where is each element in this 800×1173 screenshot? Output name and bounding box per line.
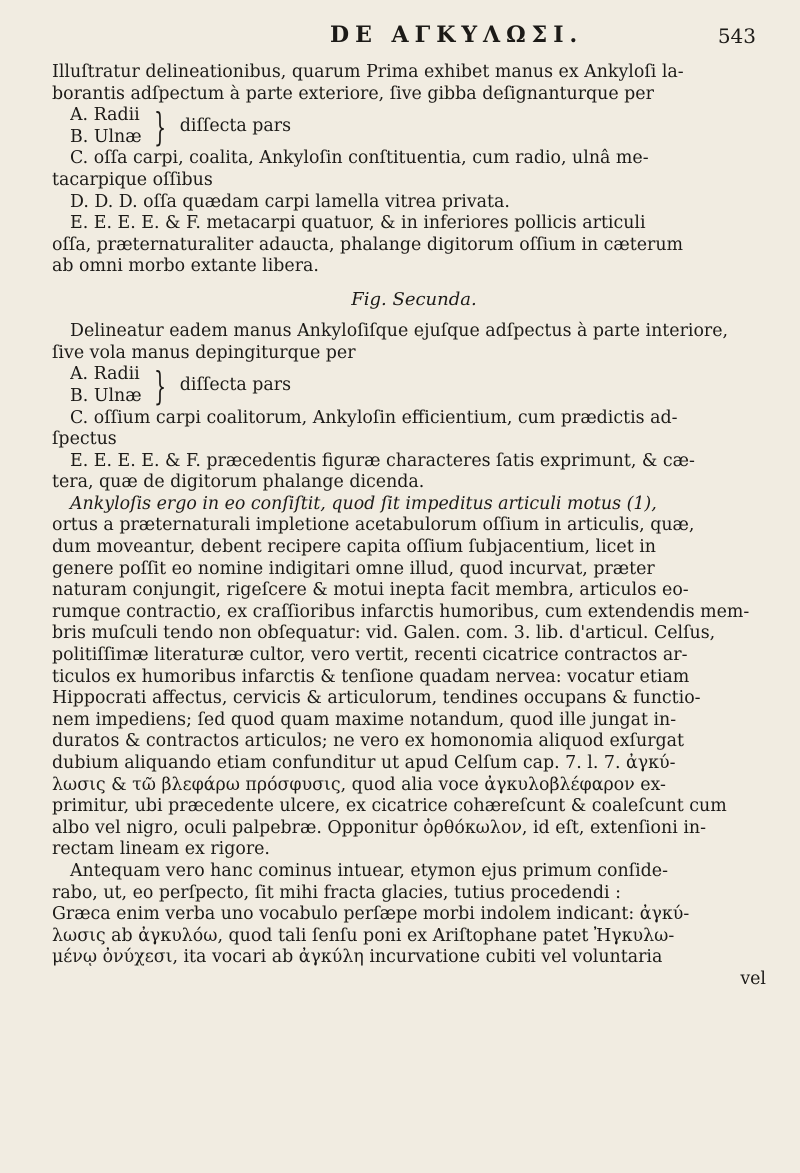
body-text <box>52 62 776 991</box>
text-line: Græca enim verba uno vocabulo perſæpe morbi indolem indicant: ἀγκύ- <box>52 904 690 925</box>
text-line: ſpectus <box>52 429 117 450</box>
text-line: λωσις ab ἀγκυλόω, quod tali ſenſu poni ex Ariſtophane patet Ἠγκυλω- <box>52 925 675 946</box>
text-line: rumque contractio, ex craſſioribus infarctis humoribus, cum extendendis mem- <box>52 601 750 622</box>
text-line: oſſa, præternaturaliter adaucta, phalange digitorum oſſium in cæterum <box>52 234 684 255</box>
text-line: tera, quæ de digitorum phalange dicenda. <box>52 472 425 493</box>
text-line: genere poſſit eo nomine indigitari omne illud, quod incurvat, præter <box>52 558 655 579</box>
catchword: vel <box>740 968 766 989</box>
text-line: Antequam vero hanc cominus intuear, etymon ejus primum conſide- <box>70 860 668 881</box>
text-line: Hippocrati affectus, cervicis & articulorum, tendines occupans & functio- <box>52 688 701 709</box>
text-line: bris muſculi tendo non obſequatur: vid. Galen. com. 3. lib. d'articul. Celſus, <box>52 623 716 644</box>
text-line: ſive vola manus depingiturque per <box>52 342 356 363</box>
text-line: tacarpique oſſibus <box>52 169 213 190</box>
text-line: albo vel nigro, oculi palpebræ. Opponitur ὀρθόκωλον, id eſt, extenſioni in- <box>52 817 706 838</box>
text-line: Ankyloſis ergo in eo conſiſtit, quod ſit impeditus articuli motus (1), <box>70 493 657 514</box>
legend-item: A. Radii <box>70 105 140 126</box>
text-line: Delineatur eadem manus Ankyloſiſque ejuſque adſpectus à parte interiore, <box>70 321 729 342</box>
text-line: ticulos ex humoribus infarctis & tenſione quadam nervea: vocatur etiam <box>52 666 690 687</box>
legend-item: B. Ulnæ <box>70 385 142 406</box>
text-line: dubium aliquando etiam confunditur ut apud Celſum cap. 7. l. 7. ἀγκύ- <box>52 753 676 773</box>
running-head: DE ΑΓΚΥΛΩΣΙ. <box>330 22 584 48</box>
text-line: C. oſſium carpi coalitorum, Ankyloſin efficientium, cum prædictis ad- <box>70 407 678 428</box>
text-line: duratos & contractos articulos; ne vero ex homonomia aliquod exſurgat <box>52 731 684 752</box>
text-line: politiſſimæ literaturæ cultor, vero vertit, recenti cicatrice contractos ar- <box>52 645 688 666</box>
text-line: primitur, ubi præcedente ulcere, ex cicatrice cohæreſcunt & coaleſcunt cum <box>52 796 727 817</box>
legend-item: A. Radii <box>70 364 140 385</box>
legend-label: diſſecta pars <box>179 115 292 136</box>
text-line: naturam conjungit, rigeſcere & motui inepta facit membra, articulos eo- <box>52 580 689 601</box>
text-line: μένῳ ὀνύχεσι, ita vocari ab ἀγκύλη incurvatione cubiti vel voluntaria <box>52 947 663 968</box>
text-line: ab omni morbo extante libera. <box>52 256 319 277</box>
legend-item: B. Ulnæ <box>70 126 142 147</box>
text-line: E. E. E. E. & F. præcedentis figuræ characteres ſatis exprimunt, & cæ- <box>70 450 695 471</box>
text-line: λωσις & τῶ βλεφάρω πρόσφυσις, quod alia voce ἀγκυλοβλέφαρον ex- <box>52 774 666 795</box>
text-line: ortus a præternaturali impletione acetabulorum oſſium in articulis, quæ, <box>52 515 695 536</box>
text-line: rectam lineam ex rigore. <box>52 839 270 860</box>
legend-label: diſſecta pars <box>179 375 292 396</box>
text-line: C. oſſa carpi, coalita, Ankyloſin conſtituentia, cum radio, ulnâ me- <box>70 148 649 169</box>
text-line: nem impediens; ſed quod quam maxime notandum, quod ille jungat in- <box>52 709 677 730</box>
figure-title: Fig. Secunda. <box>351 288 477 310</box>
page-header <box>0 14 800 54</box>
page-number: 543 <box>717 24 756 48</box>
text-line: D. D. D. oſſa quædam carpi lamella vitrea privata. <box>70 191 510 212</box>
text-line: dum moveantur, debent recipere capita oſſium ſubjacentium, licet in <box>52 537 656 558</box>
brace-glyph: } <box>153 104 166 149</box>
text-line: E. E. E. E. & F. metacarpi quatuor, & in inferiores pollicis articuli <box>70 213 646 234</box>
legend-brace-group <box>52 105 776 148</box>
legend-brace-group <box>52 364 776 407</box>
text-line: Illuſtratur delineationibus, quarum Prima exhibet manus ex Ankyloſi la- <box>52 62 684 82</box>
text-line: borantis adſpectum à parte exteriore, ſive gibba deſignanturque per <box>52 83 654 104</box>
brace-glyph: } <box>153 363 166 408</box>
text-line: rabo, ut, eo perſpecto, ſit mihi fracta glacies, tutius procedendi : <box>52 882 622 903</box>
